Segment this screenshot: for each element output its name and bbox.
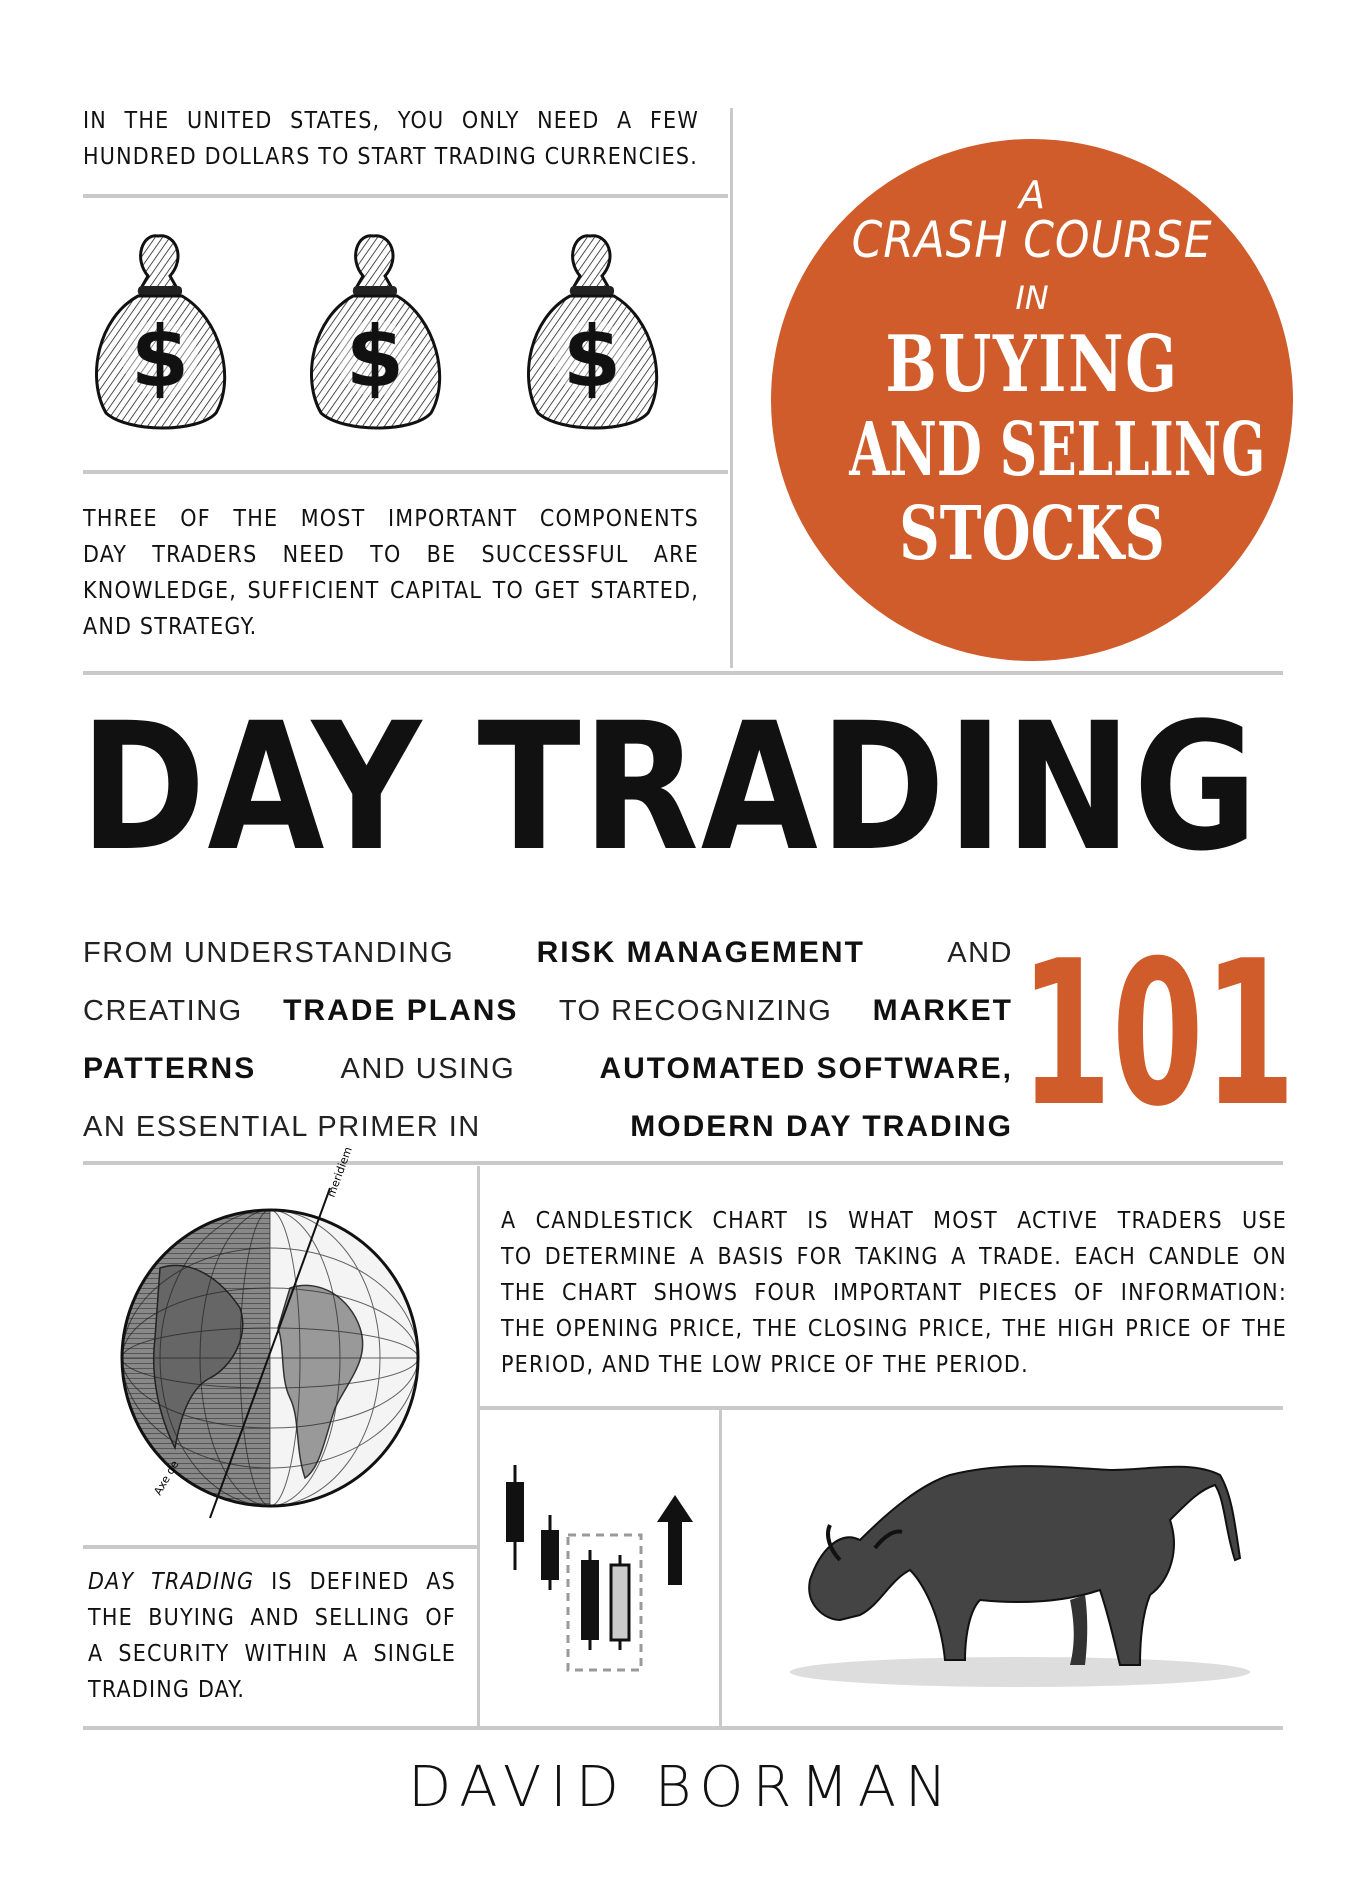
rule-below-subtitle: [83, 1161, 1283, 1165]
fact-definition-first: IS DEFINED AS: [254, 1569, 456, 1595]
subtitle-emphasis: AUTOMATED SOFTWARE,: [599, 1052, 1013, 1085]
fact-definition-line: TRADING DAY.: [88, 1677, 246, 1703]
rule-top-left-1: [83, 194, 728, 198]
subtitle-row: [83, 982, 1013, 1040]
rule-top-vertical: [730, 108, 733, 668]
dollar-sign: $: [130, 308, 190, 406]
rule-above-title: [83, 671, 1283, 675]
money-bag-icon: [96, 236, 224, 428]
fact-candlestick-line: TO DETERMINE A BASIS FOR TAKING A TRADE. EACH CANDLE ON: [501, 1244, 1287, 1270]
fact-candlestick: [501, 1203, 1287, 1383]
money-bag-icon: [311, 236, 439, 428]
subtitle-emphasis: TRADE PLANS: [283, 994, 519, 1027]
rule-definition-top: [83, 1545, 477, 1549]
fact-components: [83, 501, 699, 645]
subtitle: [83, 924, 1013, 1156]
candle-icon: [506, 1465, 524, 1570]
dollar-sign: $: [345, 308, 405, 406]
fact-components-line: DAY TRADERS NEED TO BE SUCCESSFUL ARE: [83, 542, 699, 568]
subtitle-text: FROM UNDERSTANDING: [83, 937, 455, 969]
badge-stocks: STOCKS: [899, 491, 1165, 577]
fact-components-line: AND STRATEGY.: [83, 614, 258, 640]
candle-icon: [611, 1555, 629, 1650]
candlestick-illustration: [490, 1460, 710, 1680]
fact-definition-line: THE BUYING AND SELLING OF: [88, 1605, 456, 1631]
subtitle-text: AND USING: [340, 1053, 516, 1085]
bull-illustration: [770, 1430, 1270, 1695]
up-arrow-icon: [657, 1495, 693, 1585]
subtitle-text: AN ESSENTIAL PRIMER IN: [83, 1111, 481, 1143]
defined-term: DAY TRADING: [88, 1569, 255, 1595]
globe-label-top: meridiem: [324, 1145, 355, 1200]
author-name: DAVID BORMAN: [408, 1755, 956, 1820]
fact-currencies-line: HUNDRED DOLLARS TO START TRADING CURRENCIES.: [83, 144, 699, 170]
subtitle-text: TO RECOGNIZING: [558, 995, 833, 1027]
fact-candlestick-line: A CANDLESTICK CHART IS WHAT MOST ACTIVE TRADERS USE: [501, 1208, 1287, 1234]
edition-number: 101: [1020, 918, 1296, 1151]
book-title: DAY TRADING: [80, 685, 1260, 890]
fact-candlestick-line: THE OPENING PRICE, THE CLOSING PRICE, THE HIGH PRICE OF THE: [501, 1316, 1287, 1342]
fact-components-line: THREE OF THE MOST IMPORTANT COMPONENTS: [83, 506, 699, 532]
subtitle-emphasis: MARKET: [872, 994, 1013, 1027]
crash-course-badge: [771, 139, 1293, 661]
subtitle-text: CREATING: [83, 995, 243, 1027]
dollar-sign: $: [562, 308, 622, 406]
fact-candlestick-line: THE CHART SHOWS FOUR IMPORTANT PIECES OF INFORMATION:: [501, 1280, 1287, 1306]
fact-definition-line: A SECURITY WITHIN A SINGLE: [88, 1641, 456, 1667]
money-bag-icon: [528, 236, 656, 428]
subtitle-row: [83, 1040, 1013, 1098]
rule-candle-top: [480, 1406, 1283, 1410]
fact-components-line: KNOWLEDGE, SUFFICIENT CAPITAL TO GET STARTED,: [83, 578, 699, 604]
badge-in: IN: [1015, 279, 1049, 317]
fact-currencies-line: IN THE UNITED STATES, YOU ONLY NEED A FEW: [83, 108, 699, 134]
fact-currencies: [83, 103, 699, 175]
rule-bottom: [83, 1726, 1283, 1730]
subtitle-emphasis: RISK MANAGEMENT: [536, 936, 865, 969]
subtitle-emphasis: PATTERNS: [83, 1052, 257, 1085]
rule-mid-vertical: [477, 1166, 480, 1726]
subtitle-emphasis: MODERN DAY TRADING: [630, 1110, 1013, 1143]
badge-and-selling: AND SELLING: [849, 407, 1266, 493]
fact-definition-first-line: [88, 1564, 456, 1600]
rule-candle-vertical: [719, 1410, 722, 1726]
fact-definition: [88, 1564, 456, 1708]
badge-a: A: [1019, 173, 1045, 217]
rule-top-left-2: [83, 470, 728, 474]
fact-candlestick-line: PERIOD, AND THE LOW PRICE OF THE PERIOD.: [501, 1352, 1029, 1378]
candle-icon: [581, 1550, 599, 1650]
subtitle-row: [83, 1098, 1013, 1156]
candle-icon: [541, 1515, 559, 1590]
globe-label-bottom: Axe de: [151, 1458, 182, 1498]
badge-buying: BUYING: [885, 319, 1179, 410]
money-bags-illustration: [88, 228, 708, 438]
subtitle-row: [83, 924, 1013, 982]
globe-illustration: [120, 1145, 420, 1518]
badge-crash-course: CRASH COURSE: [851, 211, 1213, 269]
subtitle-text: AND: [947, 937, 1013, 969]
